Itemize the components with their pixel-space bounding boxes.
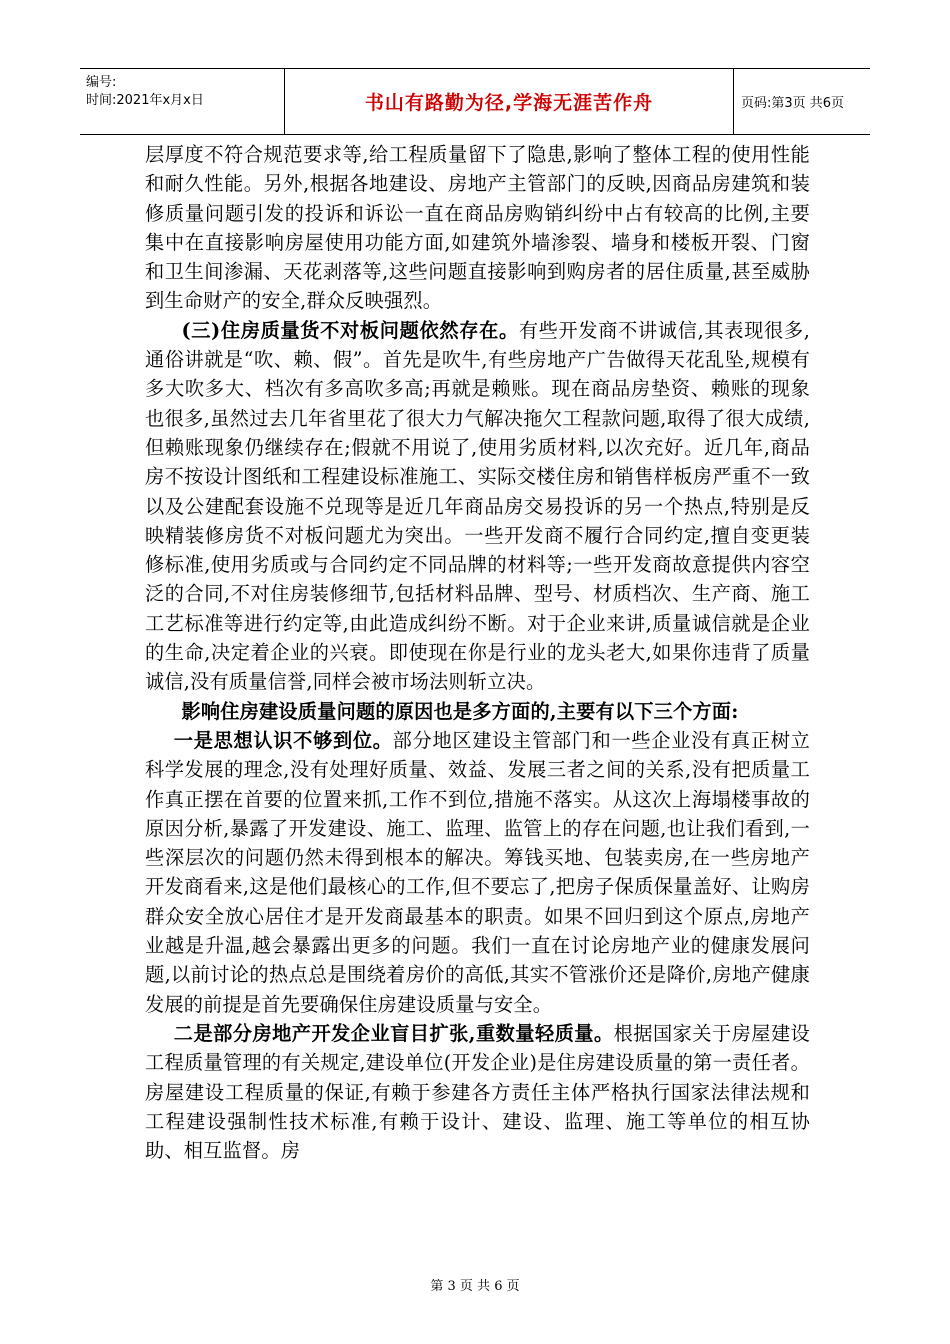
paragraph-text: 层厚度不符合规范要求等,给工程质量留下了隐患,影响了整体工程的使用性能和耐久性能。另外,根据各地建设、房地产主管部门的反映,因商品房建筑和装修质量问题引发的投诉和诉讼一直在商品房购销纠纷中占有较高的比例,主要集中在直接影响房屋使用功能方面,如建筑外墙渗裂、墙身和楼板开裂、门窗和卫生间渗漏、天花剥落等,这些问题直接影响到购房者的居住质量,甚至威胁到生命财产的安全,群众反映强烈。 — [145, 143, 810, 313]
header-motto: 书山有路勤为径,学海无涯苦作舟 — [285, 69, 734, 134]
paragraph — [145, 726, 810, 1019]
paragraph-text: 根据国家关于房屋建设工程质量管理的有关规定,建设单位(开发企业)是住房建设质量的第一责任者。房屋建设工程质量的保证,有赖于参建各方责任主体严格执行国家法律法规和工程建设强制性技术标准,有赖于设计、建设、监理、施工等单位的相互协助、相互监督。房 — [145, 1021, 811, 1163]
serial-label: 编号: — [86, 75, 117, 90]
paragraph — [145, 1019, 810, 1165]
page-footer: 第 3 页 共 6 页 — [430, 1279, 520, 1294]
paragraph-text: 部分地区建设主管部门和一些企业没有真正树立科学发展的理念,没有处理好质量、效益、发展三者之间的关系,没有把质量工作真正摆在首要的位置来抓,工作不到位,措施不落实。从这次上海塌楼事故的原因分析,暴露了开发建设、施工、监理、监管上的存在问题,也让我们看到,一些深层次的问题仍然未得到根本的解决。筹钱买地、包装卖房,在一些房地产开发商看来,这是他们最核心的工作,但不要忘了,把房子保质保量盖好、让购房群众安全放心居住才是开发商最基本的职责。如果不回归到这个原点,房地产业越是升温,越会暴露出更多的问题。我们一直在讨论房地产业的健康发展问题,以前讨论的热点总是围绕着房价的高低,其实不管涨价还是降价,房地产健康发展的前提是首先要确保住房建设质量与安全。 — [145, 728, 810, 1016]
paragraph-text: 有些开发商不讲诚信,其表现很多,通俗讲就是“吹、赖、假”。首先是吹牛,有些房地产广告做得天花乱坠,规模有多大吹多大、档次有多高吹多高;再就是赖账。现在商品房垫资、赖账的现象也很多,虽然过去几年省里花了很大力气解决拖欠工程款问题,取得了很大成绩,但赖账现象仍继续存在;假就不用说了,使用劣质材料,以次充好。近几年,商品房不按设计图纸和工程建设标准施工、实际交楼住房和销售样板房严重不一致以及公建配套设施不兑现等是近几年商品房交易投诉的另一个热点,特别是反映精装修房货不对板问题尤为突出。一些开发商不履行合同约定,擅自变更装修标准,使用劣质或与合同约定不同品牌的材料等;一些开发商故意提供内容空泛的合同,不对住房装修细节,包括材料品牌、型号、材质档次、生产商、施工工艺标准等进行约定等,由此造成纠纷不断。对于企业来讲,质量诚信就是企业的生命,决定着企业的兴衰。即使现在你是行业的龙头老大,如果你违背了质量诚信,没有质量信誉,同样会被市场法则斩立决。 — [145, 318, 810, 694]
paragraph — [145, 140, 810, 316]
paragraph-heading: 一是思想认识不够到位。 — [173, 728, 393, 752]
header-page-info: 页码:第3页 共6页 — [741, 96, 845, 111]
paragraph — [145, 316, 810, 697]
time-label: 时间:2021年x月x日 — [86, 93, 204, 108]
paragraph — [145, 697, 810, 726]
paragraph-heading: (三)住房质量货不对板问题依然存在。 — [181, 318, 519, 342]
paragraph-heading: 影响住房建设质量问题的原因也是多方面的,主要有以下三个方面: — [181, 699, 739, 723]
page-header — [80, 68, 870, 135]
header-meta — [80, 69, 285, 134]
paragraph-heading: 二是部分房地产开发企业盲目扩张,重数量轻质量。 — [173, 1021, 614, 1045]
document-body — [145, 140, 810, 1165]
